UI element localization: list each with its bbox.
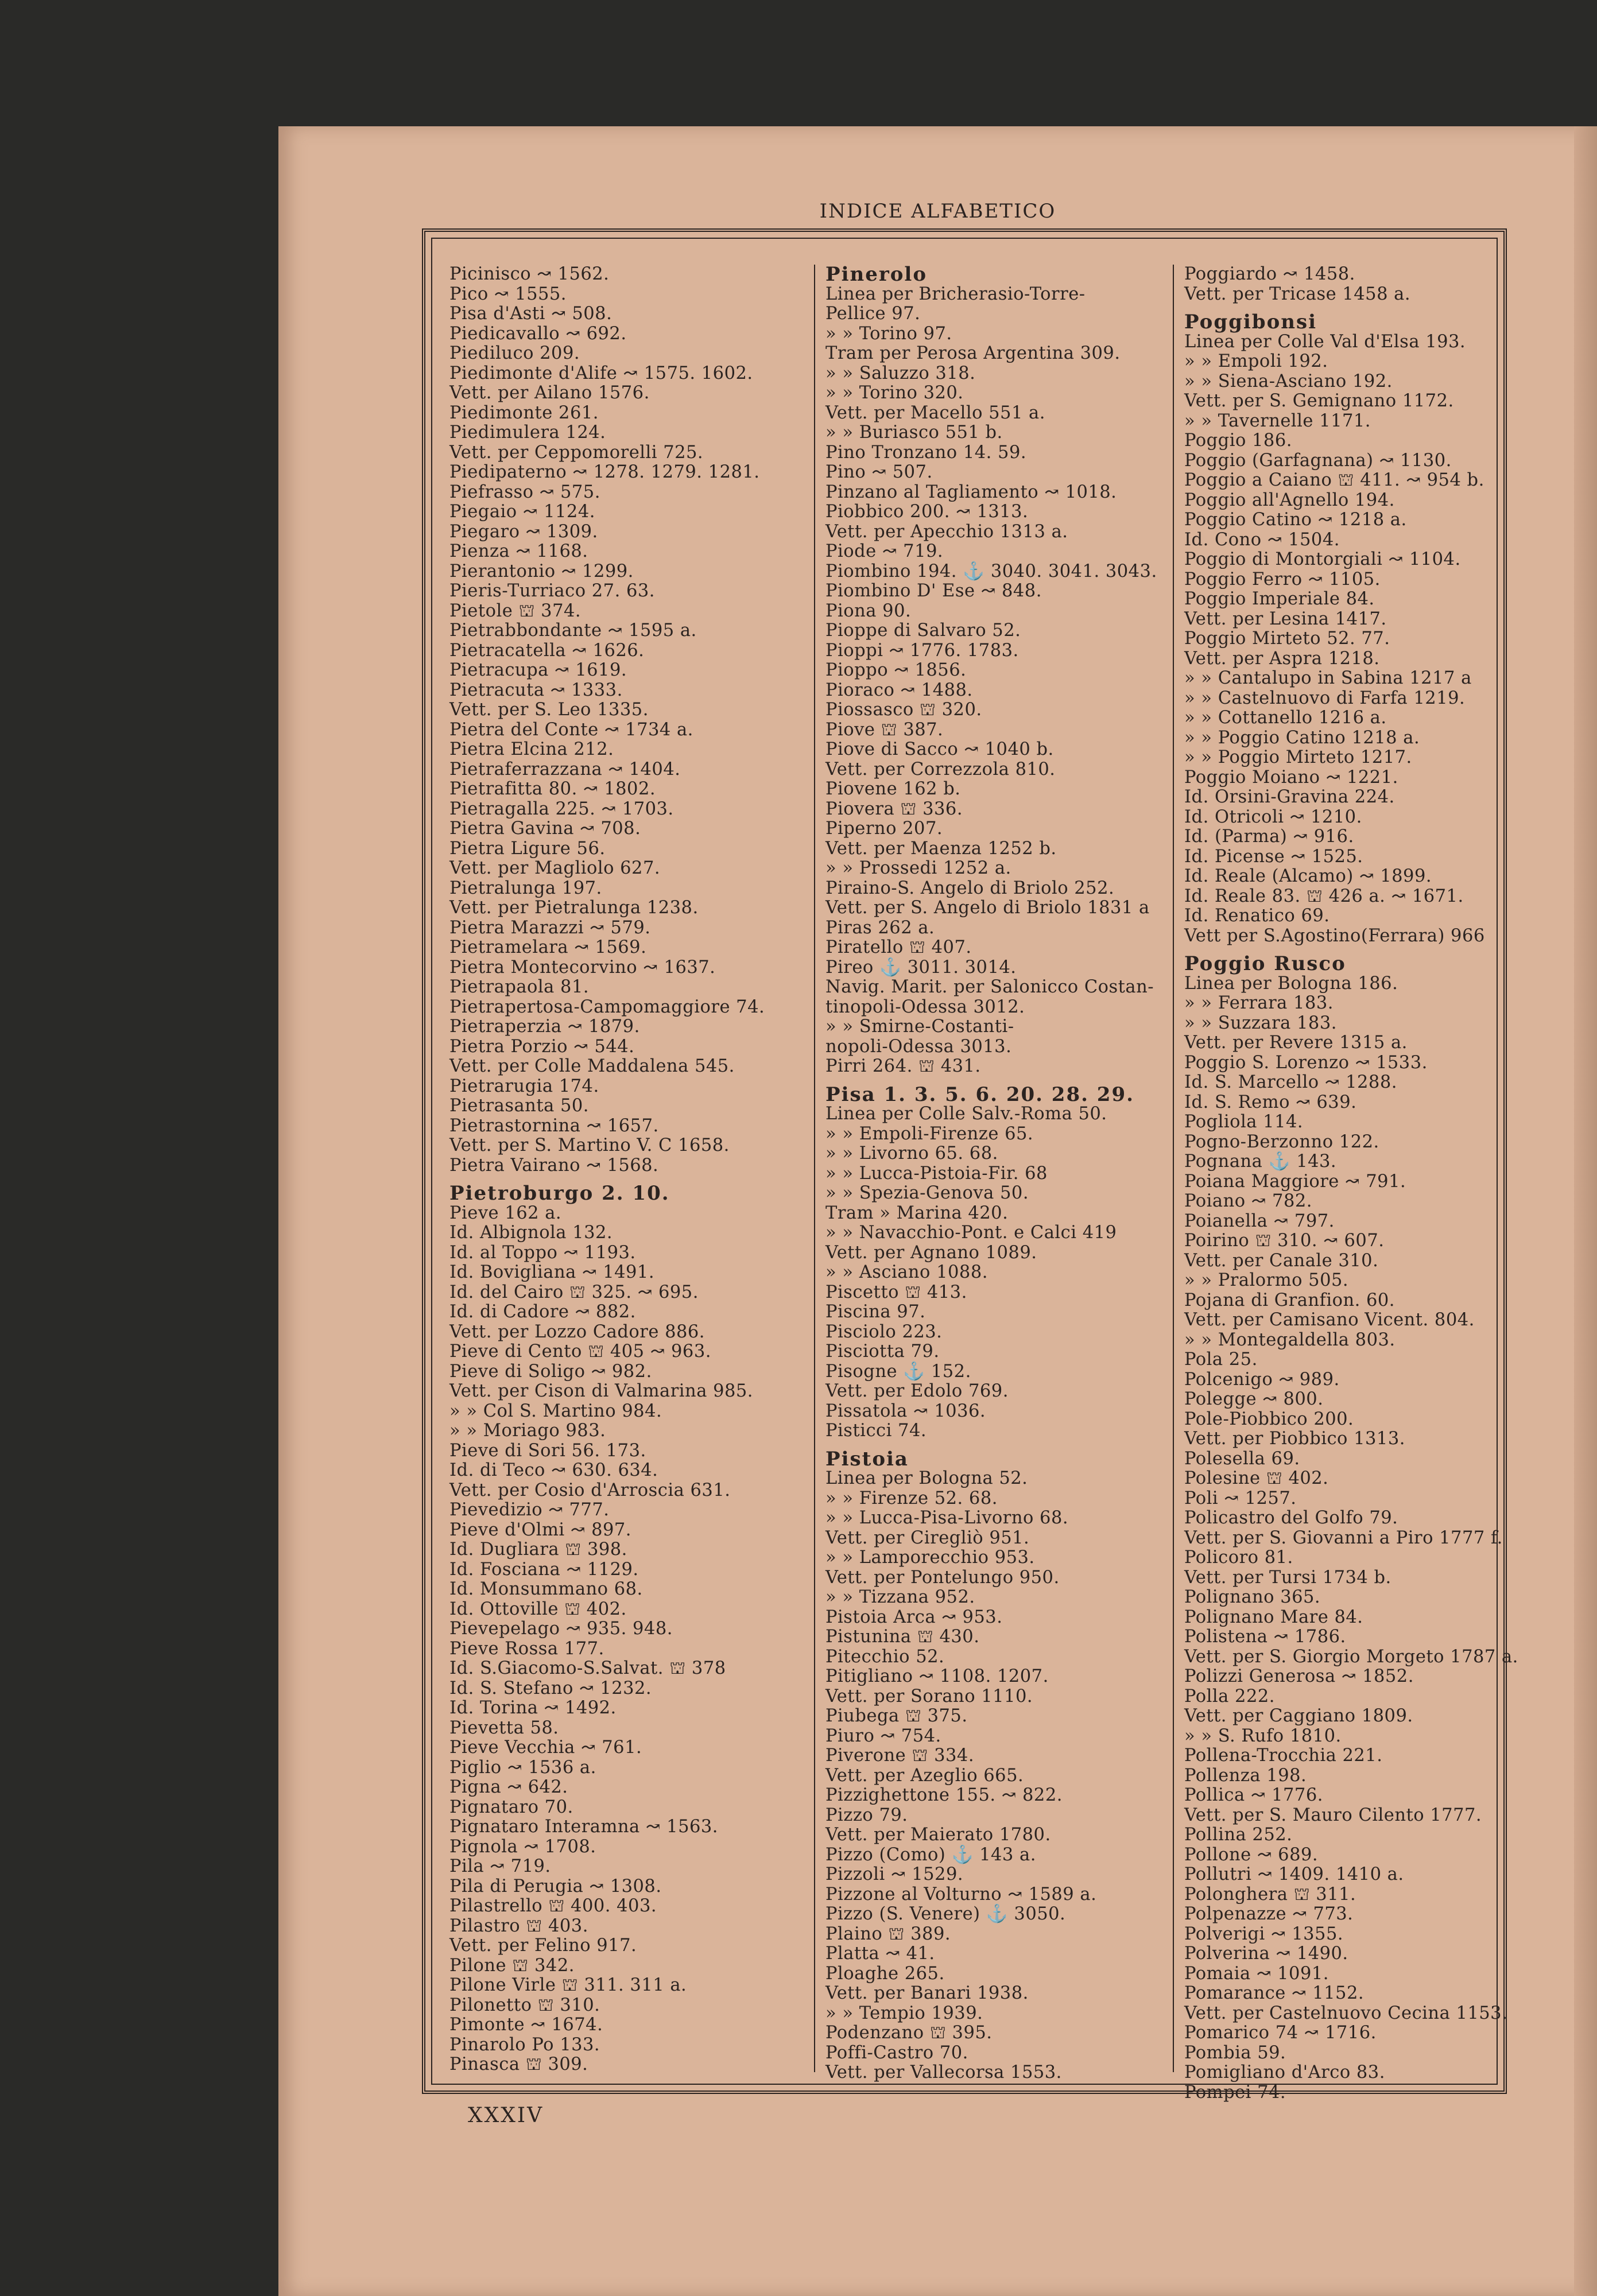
index-entry: Id. Albignola 132. [449,1223,613,1243]
index-entry: Id. Fosciana ↝ 1129. [449,1559,639,1580]
index-heading: Pietroburgo 2. 10. [449,1182,670,1205]
index-entry: Id. S. Remo ↝ 639. [1184,1092,1357,1112]
index-entry: Pilastro ⛫ 403. [449,1915,588,1936]
index-entry: Pila ↝ 719. [449,1856,551,1876]
index-entry: Pogliola 114. [1184,1112,1304,1132]
index-entry: Pievepelago ↝ 935. 948. [449,1619,673,1639]
index-entry: Poggio di Montorgiali ↝ 1104. [1184,549,1461,569]
index-entry: Vett. per Revere 1315 a. [1184,1033,1408,1053]
index-entry: Pompei 74. [1184,2082,1286,2103]
index-entry: Pila di Perugia ↝ 1308. [449,1876,662,1896]
index-entry: » » Tavernelle 1171. [1184,410,1371,431]
index-entry: Piode ↝ 719. [825,541,944,561]
index-column-1 [449,265,794,2072]
index-entry: Piefrasso ↝ 575. [449,482,600,502]
index-entry: Pollutri ↝ 1409. 1410 a. [1184,1864,1404,1884]
index-entry: Vett. per Felino 917. [449,1936,637,1956]
index-entry: Piobbico 200. ↝ 1313. [825,502,1029,522]
index-entry: » » Empoli-Firenze 65. [825,1123,1034,1144]
index-entry: Vett. per Caggiano 1809. [1184,1706,1413,1726]
index-entry: Vett. per Pietralunga 1238. [449,898,699,918]
index-entry: Pizzo 79. [825,1805,908,1825]
index-entry: » » Col S. Martino 984. [449,1401,662,1421]
index-entry: Piove ⛫ 387. [825,719,944,740]
index-entry: » » Saluzzo 318. [825,363,976,383]
index-entry: Poggio Mirteto 52. 77. [1184,629,1390,649]
index-entry: Id. Dugliara ⛫ 398. [449,1539,627,1560]
index-entry: Pienza ↝ 1168. [449,541,588,561]
page-header: INDICE ALFABETICO [819,200,1056,223]
index-entry: Pieris-Turriaco 27. 63. [449,581,655,601]
index-entry: Poggio (Garfagnana) ↝ 1130. [1184,450,1452,471]
index-entry: Podenzano ⛫ 395. [825,2023,993,2043]
index-entry: Vett. per Banari 1938. [825,1983,1029,2003]
index-entry: » » Montegaldella 803. [1184,1329,1396,1350]
index-entry: Vett. per Apecchio 1313 a. [825,521,1068,542]
index-column-2 [814,263,1170,2082]
index-entry: Poggio Catino ↝ 1218 a. [1184,510,1407,530]
index-entry: Vett. per Vallecorsa 1553. [825,2062,1062,2082]
index-entry: » » Livorno 65. 68. [825,1143,998,1163]
index-entry: » » Prossedi 1252 a. [825,858,1011,878]
index-entry: Pollica ↝ 1776. [1184,1785,1323,1805]
index-entry: Vett. per Canale 310. [1184,1250,1379,1271]
index-entry: Policastro del Golfo 79. [1184,1508,1398,1528]
index-entry: Polesine ⛫ 402. [1184,1468,1329,1488]
index-entry: Vett. per S. Giovanni a Piro 1777 f. [1184,1527,1503,1548]
index-entry: Poggio Imperiale 84. [1184,589,1375,609]
index-entry: Linea per Bologna 52. [825,1468,1028,1488]
index-entry: Pombia 59. [1184,2042,1286,2063]
index-entry: Pollone ↝ 689. [1184,1844,1319,1865]
index-entry: » » Suzzara 183. [1184,1013,1337,1033]
index-entry: Vett. per Maierato 1780. [825,1825,1051,1845]
index-entry: Pietra Ligure 56. [449,838,606,859]
index-entry: Pirri 264. ⛫ 431. [825,1056,981,1076]
index-entry: Pietrapertosa-Campomaggiore 74. [449,996,765,1017]
index-entry: Id. Reale (Alcamo) ↝ 1899. [1184,866,1432,886]
index-entry: Polistena ↝ 1786. [1184,1627,1346,1647]
index-entry: Poggio S. Lorenzo ↝ 1533. [1184,1052,1428,1073]
index-entry: Id. S.Giacomo-S.Salvat. ⛫ 378 [449,1658,726,1678]
index-entry: Linea per Colle Salv.-Roma 50. [825,1104,1107,1124]
index-entry: Piove di Sacco ↝ 1040 b. [825,739,1054,759]
index-entry: Pogno-Berzonno 122. [1184,1131,1379,1152]
index-entry: Poggiardo ↝ 1458. [1184,264,1355,284]
index-entry: Tram per Perosa Argentina 309. [825,343,1121,363]
index-entry: Polegge ↝ 800. [1184,1389,1324,1409]
index-entry: Vett. per Sorano 1110. [825,1686,1033,1707]
index-entry: Vett. per S. Leo 1335. [449,700,649,720]
index-entry: Id. S. Marcello ↝ 1288. [1184,1072,1397,1092]
index-entry: Pisticci 74. [825,1421,927,1441]
index-entry: Pomarico 74 ↝ 1716. [1184,2023,1377,2043]
index-entry: » » S. Rufo 1810. [1184,1725,1342,1746]
index-entry: Id. di Teco ↝ 630. 634. [449,1460,658,1480]
index-entry: Pistunina ⛫ 430. [825,1627,980,1647]
index-entry: Piperno 207. [825,819,943,839]
index-entry: Id. (Parma) ↝ 916. [1184,827,1354,847]
index-entry: Pizzo (S. Venere) ⚓ 3050. [825,1904,1066,1924]
index-entry: » » Torino 320. [825,383,964,403]
index-entry: Pomaia ↝ 1091. [1184,1963,1329,1984]
index-entry: Pietole ⛫ 374. [449,600,582,621]
index-entry: Pizzo (Como) ⚓ 143 a. [825,1844,1036,1865]
index-entry: » » Lamporecchio 953. [825,1548,1035,1568]
index-entry: » » Asciano 1088. [825,1262,988,1282]
index-entry: Id. Otricoli ↝ 1210. [1184,806,1362,827]
index-entry: Pietracuta ↝ 1333. [449,680,623,700]
index-entry: » » Empoli 192. [1184,351,1328,371]
index-entry: Pietramelara ↝ 1569. [449,937,647,957]
index-entry: Piossasco ⛫ 320. [825,700,982,720]
index-entry: Pollina 252. [1184,1825,1293,1845]
index-entry: Piverone ⛫ 334. [825,1746,975,1766]
index-entry: Vett. per Tursi 1734 b. [1184,1567,1391,1588]
index-entry: Pisciotta 79. [825,1341,940,1362]
index-entry: Pioraco ↝ 1488. [825,680,973,700]
index-entry: Piombino D' Ese ↝ 848. [825,581,1042,601]
index-entry: Pizzoli ↝ 1529. [825,1864,964,1884]
index-entry: Piscina 97. [825,1302,926,1322]
index-entry: Piras 262 a. [825,917,935,938]
index-entry: Linea per Colle Val d'Elsa 193. [1184,331,1466,352]
index-entry: Piedimonte d'Alife ↝ 1575. 1602. [449,363,753,383]
index-entry: Pino ↝ 507. [825,462,933,482]
index-entry: » » Smirne-Costanti- [825,1017,1014,1037]
index-entry: Pola 25. [1184,1349,1258,1370]
index-entry: Pietra Vairano ↝ 1568. [449,1155,659,1176]
index-entry: Pioppo ↝ 1856. [825,660,967,680]
index-entry: Pignataro Interamna ↝ 1563. [449,1817,718,1837]
index-entry: Poiana Maggiore ↝ 791. [1184,1171,1406,1192]
index-entry: Vett. per Camisano Vicent. 804. [1184,1310,1475,1330]
index-entry: Pieve di Cento ⛫ 405 ↝ 963. [449,1341,711,1362]
index-entry: Vett. per Lesina 1417. [1184,608,1387,629]
index-entry: Pinarolo Po 133. [449,2034,600,2055]
index-entry: Polignano 365. [1184,1587,1321,1607]
index-entry: Piscetto ⛫ 413. [825,1282,967,1302]
index-entry: Vett. per Cison di Valmarina 985. [449,1381,753,1401]
index-entry: Vett. per Agnano 1089. [825,1242,1037,1263]
index-entry: Pitecchio 52. [825,1646,945,1667]
index-entry: Polignano Mare 84. [1184,1607,1363,1627]
index-entry: » » Siena-Asciano 192. [1184,371,1393,391]
index-entry: tinopoli-Odessa 3012. [825,996,1025,1017]
index-heading: Pistoia [825,1447,909,1471]
index-entry: Pisogne ⚓ 152. [825,1361,971,1382]
index-entry: Piglio ↝ 1536 a. [449,1757,596,1778]
index-entry: Pieve Vecchia ↝ 761. [449,1737,642,1758]
index-entry: » » Pralormo 505. [1184,1270,1349,1290]
index-entry: Piedicavallo ↝ 692. [449,323,627,344]
index-entry: » » Torino 97. [825,323,952,344]
index-entry: Piombino 194. ⚓ 3040. 3041. 3043. [825,561,1157,581]
index-entry: Piuro ↝ 754. [825,1725,941,1746]
index-entry: Piovera ⛫ 336. [825,798,963,819]
index-entry: Pieve di Sori 56. 173. [449,1440,646,1461]
index-entry: Pietracatella ↝ 1626. [449,640,645,661]
index-entry: » » Lucca-Pisa-Livorno 68. [825,1508,1069,1528]
index-entry: Piona 90. [825,600,912,621]
index-entry: » » Cottanello 1216 a. [1184,708,1387,728]
index-entry: Pietra Marazzi ↝ 579. [449,917,651,938]
index-entry: Polcenigo ↝ 989. [1184,1369,1340,1390]
index-entry: Piedimonte 261. [449,402,599,423]
index-entry: Pievetta 58. [449,1717,559,1738]
index-entry: Vett. per Colle Maddalena 545. [449,1056,735,1076]
index-entry: » » Navacchio-Pont. e Calci 419 [825,1223,1117,1243]
index-entry: Pietra Porzio ↝ 544. [449,1036,635,1057]
index-entry: Piratello ⛫ 407. [825,937,972,957]
index-entry: Pireo ⚓ 3011. 3014. [825,957,1017,978]
index-entry: » » Cantalupo in Sabina 1217 a [1184,668,1472,688]
index-entry: Poggio 186. [1184,430,1292,451]
index-frame [422,228,1518,2103]
index-entry: Pollena-Trocchia 221. [1184,1746,1383,1766]
index-entry: Id. Torina ↝ 1492. [449,1698,617,1718]
index-entry: Pievedizio ↝ 777. [449,1500,610,1520]
index-entry: Piraino-S. Angelo di Briolo 252. [825,878,1115,898]
index-entry: Id. Monsummano 68. [449,1579,643,1599]
index-entry: Pietrastornina ↝ 1657. [449,1115,659,1136]
index-entry: Pietrabbondante ↝ 1595 a. [449,620,697,641]
index-entry: Id. Orsini-Gravina 224. [1184,787,1395,807]
index-entry: Vett. per Edolo 769. [825,1381,1009,1401]
index-entry: Pissatola ↝ 1036. [825,1401,986,1421]
index-entry: Pico ↝ 1555. [449,284,567,304]
index-entry: Id. Reale 83. ⛫ 426 a. ↝ 1671. [1184,886,1464,906]
index-entry: Poiano ↝ 782. [1184,1191,1312,1211]
index-entry: » » Buriasco 551 b. [825,422,1003,443]
index-entry: Policoro 81. [1184,1548,1293,1568]
index-entry: Polverigi ↝ 1355. [1184,1923,1344,1944]
index-entry: Vett. per Tricase 1458 a. [1184,284,1411,304]
index-entry: » » Ferrara 183. [1184,993,1334,1013]
index-entry: Vett. per S. Mauro Cilento 1777. [1184,1805,1482,1825]
index-entry: Linea per Bologna 186. [1184,973,1398,994]
index-entry: Navig. Marit. per Salonicco Costan- [825,977,1154,997]
index-entry: Pietrafitta 80. ↝ 1802. [449,779,656,799]
index-entry: Pietra Montecorvino ↝ 1637. [449,957,716,978]
index-entry: Pollenza 198. [1184,1765,1307,1786]
index-heading: Poggibonsi [1184,311,1317,333]
index-entry: Pellice 97. [825,304,921,324]
index-entry: Poli ↝ 1257. [1184,1488,1297,1508]
index-entry: Id. Renatico 69. [1184,906,1330,926]
index-entry: » » Lucca-Pistoia-Fir. 68 [825,1163,1048,1184]
index-entry: Pitigliano ↝ 1108. 1207. [825,1666,1049,1686]
index-entry: Vett. per Ceppomorelli 725. [449,442,704,463]
index-entry: Pignola ↝ 1708. [449,1836,596,1857]
index-entry: Vett. per Pontelungo 950. [825,1567,1060,1588]
index-entry: Id. S. Stefano ↝ 1232. [449,1678,652,1698]
index-entry: Polla 222. [1184,1686,1275,1707]
index-entry: Polesella 69. [1184,1448,1300,1469]
index-entry: Id. al Toppo ↝ 1193. [449,1242,636,1263]
index-entry: Polverina ↝ 1490. [1184,1944,1348,1964]
index-entry: Pietracupa ↝ 1619. [449,660,627,680]
index-entry: Piedimulera 124. [449,422,606,443]
index-entry: Vett. per S. Martino V. C 1658. [449,1135,730,1155]
index-heading: Poggio Rusco [1184,952,1346,975]
index-entry: Pomarance ↝ 1152. [1184,1983,1365,2003]
index-entry: Polizzi Generosa ↝ 1852. [1184,1666,1414,1686]
index-entry: Plaino ⛫ 389. [825,1923,951,1944]
index-entry: Pisciolo 223. [825,1321,943,1342]
book-page [278,126,1597,2296]
index-entry: » » Spezia-Genova 50. [825,1183,1029,1203]
index-entry: Vett. per Lozzo Cadore 886. [449,1321,705,1342]
index-entry: Vett. per Magliolo 627. [449,858,661,878]
index-entry: Pimonte ↝ 1674. [449,2015,603,2035]
index-entry: Id. Cono ↝ 1504. [1184,529,1340,550]
index-entry: Pilone Virle ⛫ 311. 311 a. [449,1975,687,1995]
index-entry: Pietralunga 197. [449,878,602,898]
page-edge [1574,126,1597,2296]
index-entry: Pojana di Granfion. 60. [1184,1290,1396,1310]
index-entry: Pietragalla 225. ↝ 1703. [449,798,674,819]
index-entry: Vett per S.Agostino(Ferrara) 966 [1184,925,1485,946]
index-entry: nopoli-Odessa 3013. [825,1036,1012,1057]
index-entry: Piedipaterno ↝ 1278. 1279. 1281. [449,462,760,482]
index-entry: » » Poggio Mirteto 1217. [1184,747,1412,767]
index-entry: Poianella ↝ 797. [1184,1211,1335,1231]
index-entry: Vett. per Macello 551 a. [825,402,1045,423]
index-entry: Vett. per Correzzola 810. [825,759,1056,779]
index-entry: Pietraperzia ↝ 1879. [449,1017,640,1037]
index-entry: Pietraferrazzana ↝ 1404. [449,759,681,779]
index-entry: Pole-Piobbico 200. [1184,1409,1354,1429]
index-entry: Id. Picense ↝ 1525. [1184,846,1363,867]
index-entry: Vett. per Ciregliò 951. [825,1527,1030,1548]
index-entry: Vett. per Castelnuovo Cecina 1153. [1184,2003,1508,2023]
index-entry: Pioppi ↝ 1776. 1783. [825,640,1019,661]
index-entry: » » Tizzana 952. [825,1587,975,1607]
index-entry: Pinasca ⛫ 309. [449,2054,588,2074]
index-entry: Picinisco ↝ 1562. [449,264,610,284]
index-entry: Vett. per S. Giorgio Morgeto 1787 a. [1184,1646,1518,1667]
index-entry: Pietra Gavina ↝ 708. [449,819,641,839]
index-entry: Pizzighettone 155. ↝ 822. [825,1785,1063,1805]
index-entry: Piubega ⛫ 375. [825,1706,968,1726]
index-entry: Vett. per S. Angelo di Briolo 1831 a [825,898,1150,918]
index-entry: Poirino ⛫ 310. ↝ 607. [1184,1231,1385,1251]
index-column-3 [1173,264,1518,2103]
index-entry: Piovene 162 b. [825,779,961,799]
index-entry: Pizzone al Volturno ↝ 1589 a. [825,1884,1097,1905]
index-entry: Piediluco 209. [449,343,580,363]
index-entry: Poggio Ferro ↝ 1105. [1184,569,1381,589]
index-frame-inner [431,238,1518,2103]
index-heading: Pinerolo [825,263,928,286]
index-entry: Pognana ⚓ 143. [1184,1151,1337,1172]
index-entry: Pilonetto ⛫ 310. [449,1995,600,2015]
index-entry: Poggio Moiano ↝ 1221. [1184,767,1398,788]
index-entry: Pietrarugia 174. [449,1076,599,1096]
index-entry: Id. Ottoville ⛫ 402. [449,1599,627,1619]
index-entry: Poffi-Castro 70. [825,2042,968,2063]
page-number: XXXIV [468,2104,544,2127]
index-entry: » » Firenze 52. 68. [825,1488,998,1508]
index-entry: Pistoia Arca ↝ 953. [825,1607,1003,1627]
index-entry: Pisa d'Asti ↝ 508. [449,304,613,324]
index-entry: Id. del Cairo ⛫ 325. ↝ 695. [449,1282,699,1302]
index-entry: Vett. per Maenza 1252 b. [825,838,1057,859]
index-entry: Pieve di Soligo ↝ 982. [449,1361,652,1382]
index-heading: Pisa 1. 3. 5. 6. 20. 28. 29. [825,1083,1134,1106]
index-entry: Pieve 162 a. [449,1203,562,1223]
index-entry: » » Tempio 1939. [825,2003,983,2023]
index-entry: Pietra Elcina 212. [449,739,614,759]
index-entry: » » Poggio Catino 1218 a. [1184,727,1420,748]
index-entry: Piegaio ↝ 1124. [449,502,595,522]
index-entry: Pioppe di Salvaro 52. [825,620,1021,641]
index-entry: Id. di Cadore ↝ 882. [449,1302,636,1322]
index-entry: Pignataro 70. [449,1797,573,1817]
index-entry: » » Moriago 983. [449,1421,606,1441]
index-entry: Pino Tronzano 14. 59. [825,442,1027,463]
index-entry: Tram » Marina 420. [825,1203,1009,1223]
index-entry: Linea per Bricherasio-Torre- [825,284,1086,304]
index-entry: Pinzano al Tagliamento ↝ 1018. [825,482,1117,502]
index-entry: Polpenazze ↝ 773. [1184,1904,1354,1924]
index-entry: Platta ↝ 41. [825,1944,935,1964]
index-entry: Pietrasanta 50. [449,1096,589,1116]
index-entry: Poggio a Caiano ⛫ 411. ↝ 954 b. [1184,470,1484,490]
index-entry: Poggio all'Agnello 194. [1184,490,1395,510]
index-entry: » » Castelnuovo di Farfa 1219. [1184,688,1466,708]
index-entry: Vett. per Ailano 1576. [449,383,650,403]
index-entry: Pieve d'Olmi ↝ 897. [449,1519,632,1540]
index-entry: Ploaghe 265. [825,1963,945,1984]
index-entry: Pilone ⛫ 342. [449,1955,575,1976]
index-entry: Pilastrello ⛫ 400. 403. [449,1896,657,1916]
index-entry: Id. Bovigliana ↝ 1491. [449,1262,655,1282]
index-entry: Pomigliano d'Arco 83. [1184,2062,1385,2082]
index-entry: Vett. per Cosio d'Arroscia 631. [449,1480,731,1500]
index-entry: Pietra del Conte ↝ 1734 a. [449,719,693,740]
index-entry: Pierantonio ↝ 1299. [449,561,634,581]
index-entry: Vett. per Aspra 1218. [1184,648,1380,669]
index-entry: Vett. per S. Gemignano 1172. [1184,391,1454,411]
index-entry: Piegaro ↝ 1309. [449,521,598,542]
index-entry: Vett. per Azeglio 665. [825,1765,1024,1786]
index-entry: Pieve Rossa 177. [449,1638,604,1659]
index-entry: Vett. per Piobbico 1313. [1184,1429,1405,1449]
index-entry: Polonghera ⛫ 311. [1184,1884,1356,1905]
index-entry: Pigna ↝ 642. [449,1777,568,1797]
index-entry: Pietrapaola 81. [449,977,590,997]
